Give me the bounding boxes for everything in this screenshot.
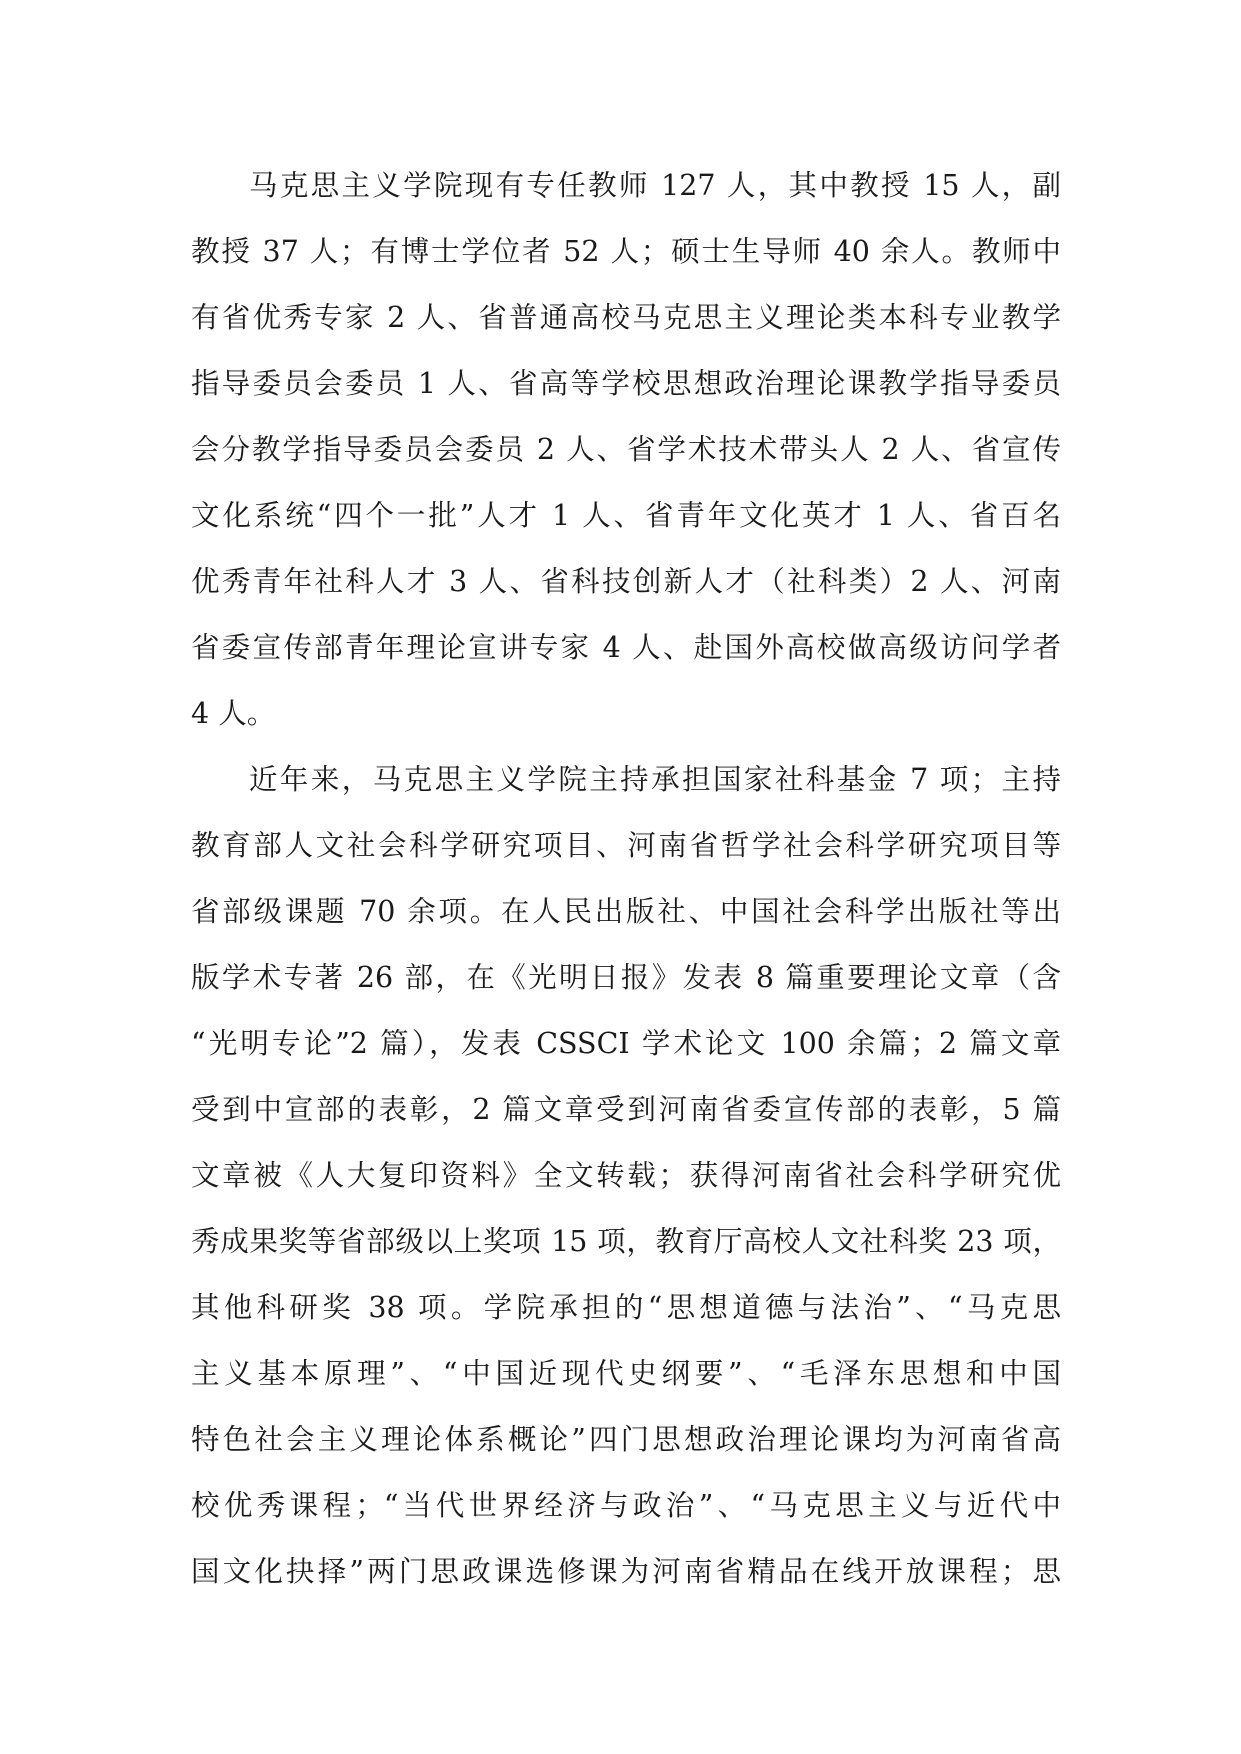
text-line: 近年来，马克思主义学院主持承担国家社科基金 7 项；主持 — [249, 763, 1061, 796]
paragraph-faculty — [191, 153, 1061, 747]
text-line: 教授 37 人；有博士学位者 52 人；硕士生导师 40 余人。教师中 — [191, 235, 1061, 268]
document-body — [191, 153, 1061, 1605]
text-line: 马克思主义学院现有专任教师 127 人，其中教授 15 人，副 — [249, 169, 1061, 202]
text-line: 省委宣传部青年理论宣讲专家 4 人、赴国外高校做高级访问学者 — [191, 631, 1061, 664]
text-line: 指导委员会委员 1 人、省高等学校思想政治理论课教学指导委员 — [191, 367, 1061, 400]
text-line: 文化系统“四个一批”人才 1 人、省青年文化英才 1 人、省百名 — [191, 499, 1061, 532]
text-line: 主义基本原理”、“中国近现代史纲要”、“毛泽东思想和中国 — [191, 1357, 1061, 1390]
text-line: 省部级课题 70 余项。在人民出版社、中国社会科学出版社等出 — [191, 895, 1061, 928]
text-line: 特色社会主义理论体系概论”四门思想政治理论课均为河南省高 — [191, 1423, 1061, 1456]
text-line: 4 人。 — [191, 697, 276, 730]
text-line: 受到中宣部的表彰，2 篇文章受到河南省委宣传部的表彰，5 篇 — [191, 1093, 1061, 1126]
text-line: 教育部人文社会科学研究项目、河南省哲学社会科学研究项目等 — [191, 829, 1061, 862]
text-line: 有省优秀专家 2 人、省普通高校马克思主义理论类本科专业教学 — [191, 301, 1061, 334]
text-line: 国文化抉择”两门思政课选修课为河南省精品在线开放课程；思 — [191, 1555, 1061, 1588]
text-line: 秀成果奖等省部级以上奖项 15 项，教育厅高校人文社科奖 23 项， — [191, 1225, 1061, 1258]
text-line: 优秀青年社科人才 3 人、省科技创新人才（社科类）2 人、河南 — [191, 565, 1061, 598]
paragraph-research — [191, 747, 1061, 1605]
text-line: 会分教学指导委员会委员 2 人、省学术技术带头人 2 人、省宣传 — [191, 433, 1061, 466]
text-line: 版学术专著 26 部，在《光明日报》发表 8 篇重要理论文章（含 — [191, 961, 1061, 994]
text-line: 校优秀课程；“当代世界经济与政治”、“马克思主义与近代中 — [191, 1489, 1061, 1522]
text-line: 其他科研奖 38 项。学院承担的“思想道德与法治”、“马克思 — [191, 1291, 1061, 1324]
text-line: 文章被《人大复印资料》全文转载；获得河南省社会科学研究优 — [191, 1159, 1061, 1192]
text-line: “光明专论”2 篇），发表 CSSCI 学术论文 100 余篇；2 篇文章 — [191, 1027, 1061, 1060]
